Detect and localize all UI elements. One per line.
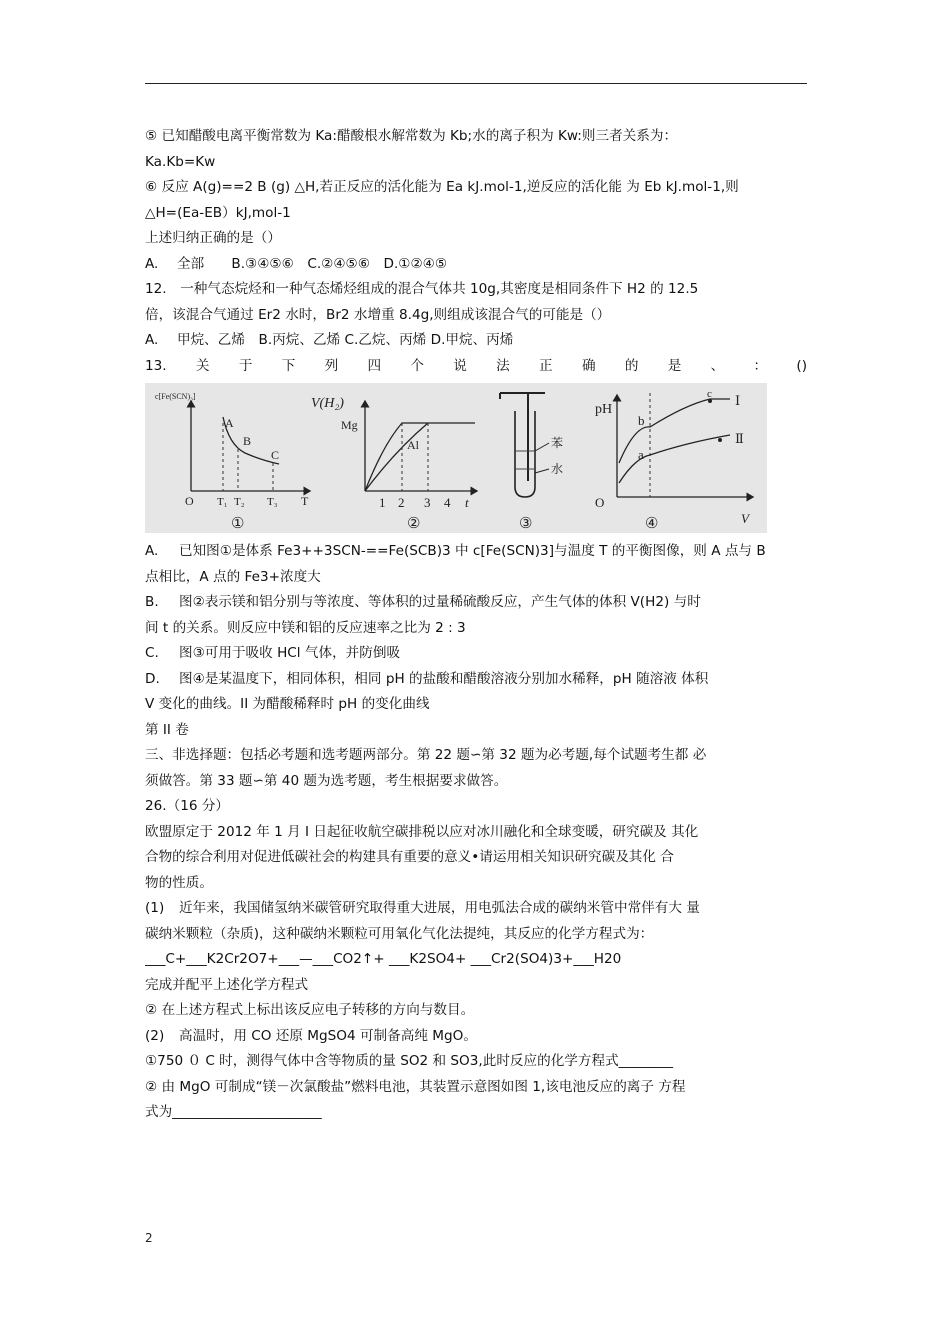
option-text: 间 t 的关系。则反应中镁和铝的反应速率之比为 2 : 3 (145, 619, 466, 636)
g1-x-label: T (301, 494, 309, 508)
page-number: 2 (145, 1231, 153, 1245)
option-text: 点相比，A 点的 Fe3+浓度大 (145, 568, 321, 585)
q13-char: 正 (539, 357, 553, 374)
g4-caption: ④ (645, 516, 659, 532)
option-letter: C. (145, 645, 159, 661)
graph-3 (500, 393, 563, 532)
text-line: 须做答。第 33 题∽第 40 题为选考题，考生根据要求做答。 (145, 772, 508, 789)
g2-mg-label: Mg (341, 418, 358, 432)
option-letter: D. (145, 670, 160, 687)
text-line: 三、非选择题：包括必考题和选考题两部分。第 22 题∽第 32 题为必考题,每个试题考生都 必 (145, 747, 707, 763)
g2-x-tick: 1 (379, 495, 386, 510)
q13-char: 下 (281, 357, 296, 374)
question-number: 26.（16 分） (145, 798, 230, 814)
q13-option (145, 641, 807, 667)
page-content (145, 124, 807, 1126)
g1-point-b: B (243, 434, 252, 448)
g2-mg-curve (365, 423, 475, 491)
g1-point-c: C (271, 448, 280, 462)
g3-water-label: 水 (551, 462, 564, 476)
q13-option (145, 692, 807, 718)
g4-curve-ii (619, 435, 730, 483)
g2-caption: ② (407, 516, 421, 532)
q13-char: 列 (324, 357, 339, 374)
q11-options (145, 252, 807, 278)
text-line: ② 由 MgO 可制成“镁－次氯酸盐”燃料电池，其装置示意图如图 1,该电池反应的离子 方程 (145, 1078, 686, 1095)
g1-point-a: A (225, 416, 234, 430)
q13-char: () (796, 357, 807, 374)
equation-line: ___C+___K2Cr2O7+___—___CO2↑+ ___K2SO4+ ___Cr2(SO4)3+___H20 (145, 951, 622, 967)
q13-char: 四 (367, 357, 382, 374)
q13-char: 、 (710, 357, 725, 374)
text-line: △H=(Ea-EB）kJ,mol-1 (145, 204, 291, 221)
g2-y-label: V(H₂) (311, 396, 344, 411)
g4-curve-i-label: Ⅰ (735, 393, 741, 408)
text-line: 物的性质。 (145, 874, 213, 891)
q13-option (145, 565, 807, 591)
g4-curve-i (619, 399, 730, 463)
q13-char: 于 (238, 357, 253, 374)
g4-x-label: V (741, 511, 749, 526)
text-line: 式为______________________ (145, 1104, 322, 1120)
part-number: (2) (145, 1027, 165, 1044)
graph-2 (311, 396, 477, 532)
g3-benzene-label: 苯 (551, 436, 564, 450)
q13-char: 是 (667, 357, 682, 374)
g4-point-dot (718, 438, 722, 442)
text-line: ② 在上述方程式上标出该反应电子转移的方向与数目。 (145, 1002, 475, 1018)
graph-1 (155, 392, 310, 532)
part-text: 高温时，用 CO 还原 MgSO4 可制备高纯 MgO。 (179, 1027, 477, 1044)
g2-x-tick: 4 (444, 495, 451, 510)
g2-al-label: Al (407, 438, 419, 452)
g1-x-tick: T₃ (267, 496, 278, 508)
text-line: ⑤ 已知醋酸电离平衡常数为 Ka:醋酸根水解常数为 Kb;水的离子积为 Kw:则三者关系为： (145, 128, 678, 144)
q13-char: 的 (624, 357, 639, 374)
q12-line: 12. 一种气态烷烃和一种气态烯烃组成的混合气体共 10g,其密度是相同条件下 H2 的 12.5 (145, 281, 699, 297)
q26-part1 (145, 922, 807, 948)
g1-x-tick: T₁ (217, 496, 228, 508)
g4-point-a: a (638, 447, 644, 462)
g4-y-label: pH (595, 402, 613, 417)
q13-option (145, 616, 807, 642)
q26-part1 (145, 896, 807, 922)
section-title: 第 II 卷 (145, 721, 189, 738)
text-line: Ka.Kb=Kw (145, 153, 216, 170)
g3-pointer (535, 469, 549, 473)
g4-point-b: b (638, 413, 645, 428)
text-line: 合物的综合利用对促进低碳社会的构建具有重要的意义•请运用相关知识研究碳及其化 合 (145, 849, 674, 865)
q12-line: 倍，该混合气通过 Er2 水时，Br2 水增重 8.4g,则组成该混合气的可能是（） (145, 306, 611, 323)
g4-origin: O (595, 495, 605, 510)
text-line: 上述归纳正确的是（） (145, 230, 281, 246)
g4-curve-ii-label: Ⅱ (735, 431, 744, 446)
q13-figure (145, 383, 767, 533)
q13-char: 说 (453, 357, 467, 374)
graph-4 (595, 388, 753, 532)
part-number: (1) (145, 900, 165, 916)
q13-char: 法 (496, 357, 510, 374)
q13-char: ： (753, 357, 768, 374)
g1-caption: ① (231, 516, 245, 532)
option-text: 图②表示镁和铝分别与等浓度、等体积的过量稀硫酸反应，产生气体的体积 V(H2) 与时 (179, 594, 701, 610)
g2-x-label: t (465, 495, 469, 510)
g1-origin: O (185, 494, 194, 508)
g1-y-label: c[Fe(SCN)₃] (155, 392, 196, 401)
q13-char: 关 (195, 357, 210, 374)
g1-x-tick: T₂ (234, 496, 245, 508)
q13-char: 个 (410, 357, 424, 374)
q13-char: 13. (145, 357, 167, 374)
option-letter: B. (145, 594, 159, 610)
g3-test-tube (515, 411, 535, 497)
option-text: 已知图①是体系 Fe3++3SCN-==Fe(SCB)3 中 c[Fe(SCN)3]与温度 T 的平衡图像，则 A 点与 B (179, 543, 766, 559)
part-text: 碳纳米颗粒（杂质)，这种碳纳米颗粒可用氧化气化法提纯，其反应的化学方程式为： (145, 925, 654, 942)
option-text: 图③可用于吸收 HCl 气体，并防倒吸 (179, 645, 401, 661)
text-line: 完成并配平上述化学方程式 (145, 976, 309, 993)
option-text: 甲烷、乙烯 B.丙烷、乙烯 C.乙烷、丙烯 D.甲烷、丙烯 (177, 332, 514, 348)
q13-option (145, 539, 807, 565)
option-letter: A. (145, 543, 159, 559)
q13-option (145, 590, 807, 616)
g3-pointer (535, 443, 549, 451)
q13-char: 确 (581, 357, 596, 374)
option-letter: A. (145, 255, 159, 272)
g2-al-curve (365, 423, 428, 491)
q26-part2 (145, 1024, 807, 1050)
text-line: ①750 ０ C 时，测得气体中含等物质的量 SO2 和 SO3,此时反应的化学方程式________ (145, 1053, 674, 1069)
header-rule (145, 83, 807, 84)
q13-stem (145, 354, 807, 380)
g2-x-tick: 2 (398, 495, 405, 510)
part-text: 近年来，我国储氢纳米碳管研究取得重大进展，用电弧法合成的碳纳米管中常伴有大 量 (179, 900, 700, 916)
option-text: 图④是某温度下，相同体积，相同 pH 的盐酸和醋酸溶液分别加水稀释，pH 随溶液 体积 (179, 670, 709, 687)
q12-options (145, 328, 807, 354)
g3-caption: ③ (519, 516, 533, 532)
q13-option (145, 667, 807, 693)
g2-x-tick: 3 (424, 495, 431, 510)
option-text: 全部 B.③④⑤⑥ C.②④⑤⑥ D.①②④⑤ (177, 255, 448, 272)
text-line: 欧盟原定于 2012 年 1 月 I 日起征收航空碳排税以应对冰川融化和全球变暖，研究碳及 其化 (145, 823, 699, 840)
q13-figure-svg (145, 383, 767, 533)
option-text: V 变化的曲线。II 为醋酸稀释时 pH 的变化曲线 (145, 696, 430, 712)
option-letter: A. (145, 332, 159, 348)
text-line: ⑥ 反应 A(g)==2 B (g) △H,若正反应的活化能为 Ea kJ.mol-1,逆反应的活化能 为 Eb kJ.mol-1,则 (145, 179, 739, 195)
g4-point-c: c (707, 388, 712, 400)
